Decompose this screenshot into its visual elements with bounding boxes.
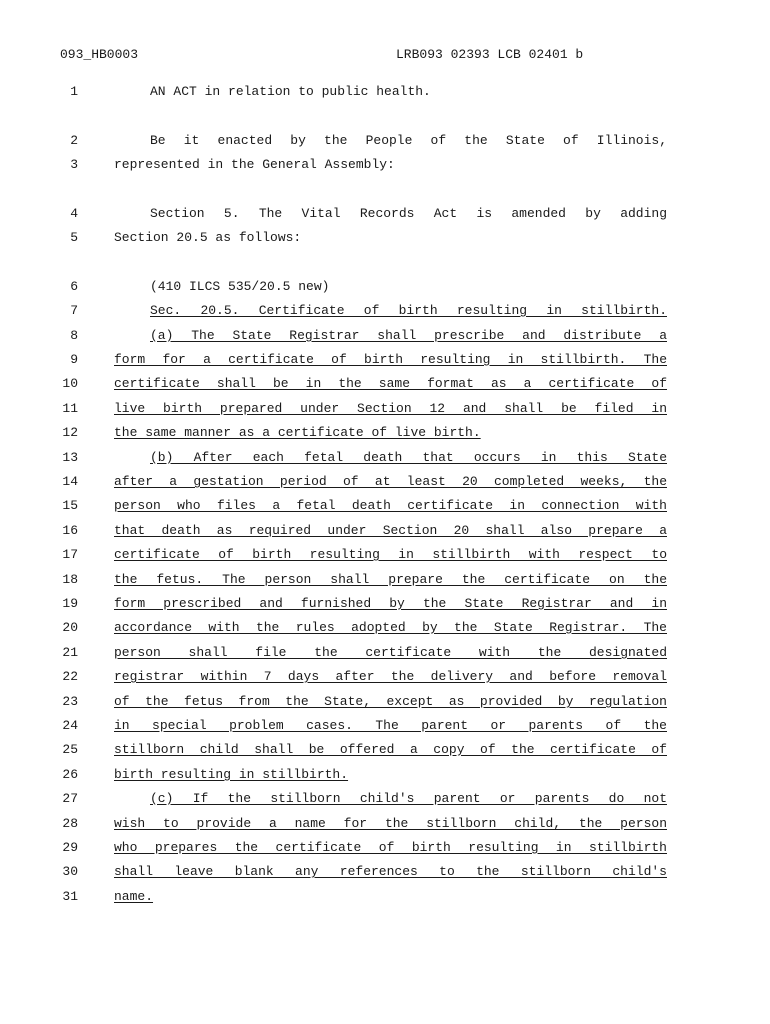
line-text: after a gestation period of at least 20 completed weeks, the xyxy=(114,474,667,489)
line-text: represented in the General Assembly: xyxy=(114,157,395,172)
line-number: 24 xyxy=(62,718,78,733)
document-line xyxy=(0,523,770,541)
line-number: 5 xyxy=(70,230,78,245)
document-line xyxy=(0,572,770,590)
document-line xyxy=(0,303,770,321)
line-text: certificate shall be in the same format as a certificate of xyxy=(114,376,667,391)
line-text: person shall file the certificate with the designated xyxy=(114,645,667,660)
line-number: 21 xyxy=(62,645,78,660)
line-text: registrar within 7 days after the delivery and before removal xyxy=(114,669,667,684)
line-text: Section 5. The Vital Records Act is amended by adding xyxy=(150,206,667,221)
document-line xyxy=(0,133,770,151)
line-number: 23 xyxy=(62,694,78,709)
line-text: in special problem cases. The parent or parents of the xyxy=(114,718,667,733)
line-text: shall leave blank any references to the stillborn child's xyxy=(114,864,667,879)
line-number: 9 xyxy=(70,352,78,367)
line-text: Be it enacted by the People of the State of Illinois, xyxy=(150,133,667,148)
document-line xyxy=(0,401,770,419)
line-number: 1 xyxy=(70,84,78,99)
document-line xyxy=(0,425,770,443)
line-number: 12 xyxy=(62,425,78,440)
line-text: certificate of birth resulting in stillbirth with respect to xyxy=(114,547,667,562)
line-number: 4 xyxy=(70,206,78,221)
document-line xyxy=(0,498,770,516)
document-line xyxy=(0,376,770,394)
line-text: form for a certificate of birth resulting in stillbirth. The xyxy=(114,352,667,367)
line-text: who prepares the certificate of birth resulting in stillbirth xyxy=(114,840,667,855)
document-line xyxy=(0,718,770,736)
document-line xyxy=(0,840,770,858)
line-number: 30 xyxy=(62,864,78,879)
document-line xyxy=(0,450,770,468)
document-line xyxy=(0,669,770,687)
document-line xyxy=(0,279,770,297)
document-line xyxy=(0,230,770,248)
line-text: (410 ILCS 535/20.5 new) xyxy=(150,279,330,294)
line-text: (a) The State Registrar shall prescribe and distribute a xyxy=(150,328,667,343)
line-text: Section 20.5 as follows: xyxy=(114,230,302,245)
line-text: of the fetus from the State, except as provided by regulation xyxy=(114,694,667,709)
document-line xyxy=(0,206,770,224)
document-line xyxy=(0,767,770,785)
document-line xyxy=(0,596,770,614)
line-number: 3 xyxy=(70,157,78,172)
page-header xyxy=(0,47,770,65)
line-number: 18 xyxy=(62,572,78,587)
line-number: 16 xyxy=(62,523,78,538)
line-number: 11 xyxy=(62,401,78,416)
line-number: 28 xyxy=(62,816,78,831)
document-line xyxy=(0,694,770,712)
line-text: that death as required under Section 20 shall also prepare a xyxy=(114,523,667,538)
line-text: form prescribed and furnished by the State Registrar and in xyxy=(114,596,667,611)
line-number: 20 xyxy=(62,620,78,635)
line-text: the same manner as a certificate of live birth. xyxy=(114,425,481,440)
line-number: 27 xyxy=(62,791,78,806)
line-number: 26 xyxy=(62,767,78,782)
lrb-code: LRB093 02393 LCB 02401 b xyxy=(396,47,584,62)
line-number: 25 xyxy=(62,742,78,757)
document-line xyxy=(0,84,770,102)
line-text: the fetus. The person shall prepare the certificate on the xyxy=(114,572,667,587)
line-text: (b) After each fetal death that occurs in this State xyxy=(150,450,667,465)
document-line xyxy=(0,328,770,346)
line-text: accordance with the rules adopted by the State Registrar. The xyxy=(114,620,667,635)
line-number: 10 xyxy=(62,376,78,391)
document-line xyxy=(0,474,770,492)
line-number: 8 xyxy=(70,328,78,343)
line-text: stillborn child shall be offered a copy of the certificate of xyxy=(114,742,667,757)
document-line xyxy=(0,645,770,663)
line-number: 14 xyxy=(62,474,78,489)
line-number: 7 xyxy=(70,303,78,318)
document-line xyxy=(0,742,770,760)
document-line xyxy=(0,864,770,882)
line-number: 17 xyxy=(62,547,78,562)
document-line xyxy=(0,547,770,565)
document-line xyxy=(0,816,770,834)
bill-id: 093_HB0003 xyxy=(60,47,139,62)
line-text: person who files a fetal death certificate in connection with xyxy=(114,498,667,513)
line-number: 22 xyxy=(62,669,78,684)
line-text: (c) If the stillborn child's parent or parents do not xyxy=(150,791,667,806)
line-number: 6 xyxy=(70,279,78,294)
line-text: live birth prepared under Section 12 and shall be filed in xyxy=(114,401,667,416)
line-number: 13 xyxy=(62,450,78,465)
document-line xyxy=(0,157,770,175)
line-text: AN ACT in relation to public health. xyxy=(150,84,431,99)
document-line xyxy=(0,352,770,370)
line-text: Sec. 20.5. Certificate of birth resulting in stillbirth. xyxy=(150,303,667,318)
line-number: 29 xyxy=(62,840,78,855)
line-number: 19 xyxy=(62,596,78,611)
line-text: name. xyxy=(114,889,154,904)
line-number: 2 xyxy=(70,133,78,148)
document-line xyxy=(0,620,770,638)
document-line xyxy=(0,889,770,907)
line-text: wish to provide a name for the stillborn child, the person xyxy=(114,816,667,831)
line-number: 31 xyxy=(62,889,78,904)
document-line xyxy=(0,791,770,809)
line-number: 15 xyxy=(62,498,78,513)
line-text: birth resulting in stillbirth. xyxy=(114,767,349,782)
